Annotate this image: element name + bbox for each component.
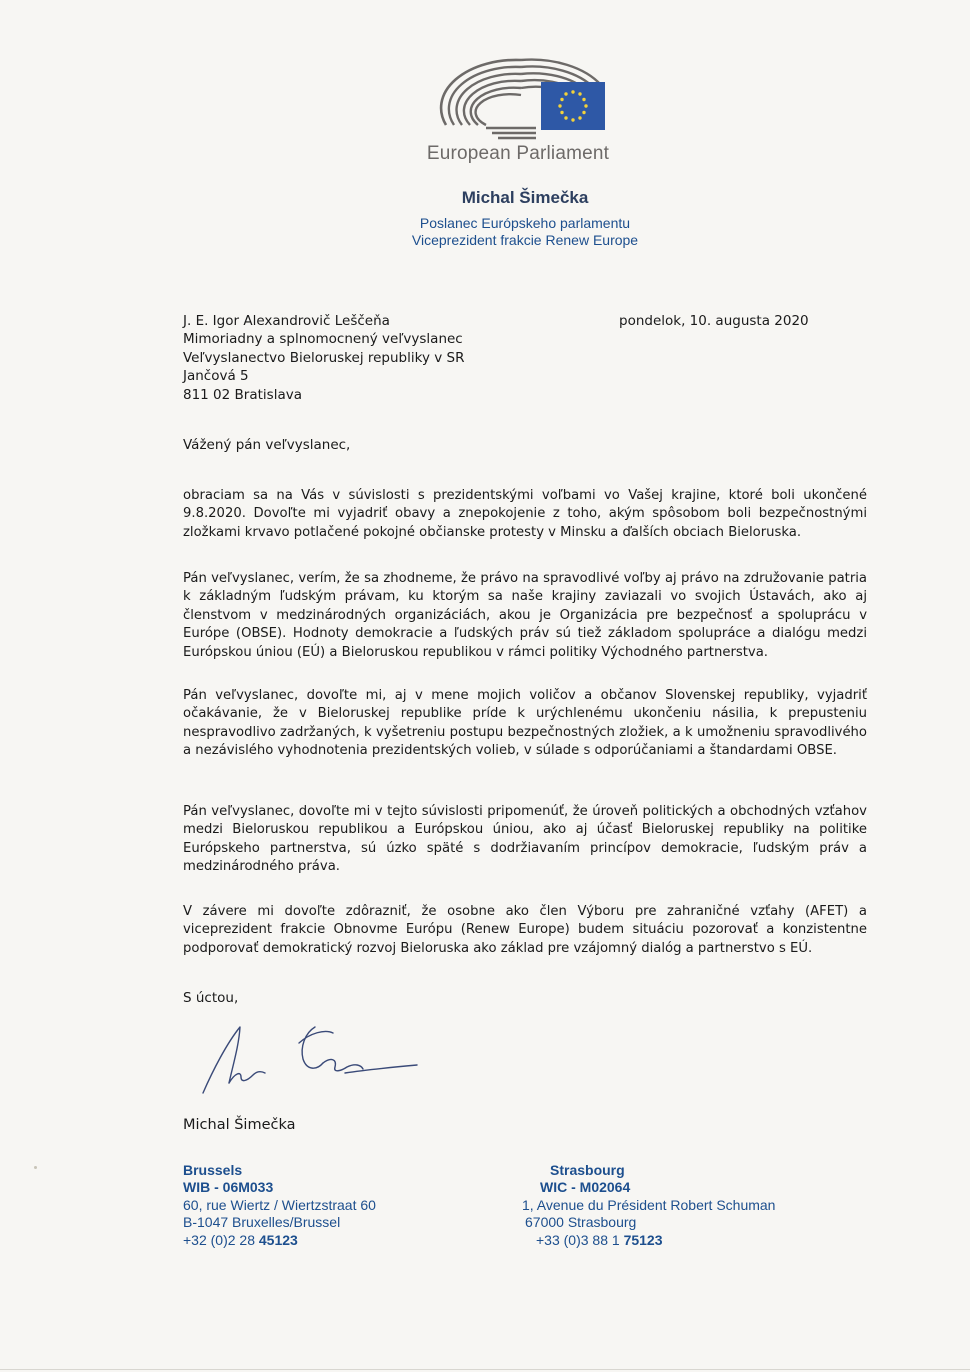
office-street: 1, Avenue du Président Robert Schuman <box>522 1196 776 1213</box>
body-paragraph-3: Pán veľvyslanec, dovoľte mi, aj v mene mojich voličov a občanov Slovenskej republiky, vyjadriť očakávanie, že v Bieloruskej republike príde k urýchlenému ukončeniu násilia, k prepusteniu nespravodlivo zadržaných, k vyšetreniu postupu bezpečnostných zložiek, a k umožneniu spravodlivého a nezávislého vyhodnotenia prezidentských volieb, v súlade s odporúčaniami a štandardami OBSE. <box>183 688 867 759</box>
office-street: 60, rue Wiertz / Wiertzstraat 60 <box>183 1196 376 1213</box>
office-brussels <box>183 1162 376 1249</box>
scan-speck <box>34 1166 37 1169</box>
recipient-line: J. E. Igor Alexandrovič Leščeňa <box>183 313 390 329</box>
sender-role-mep: Poslanec Európskeho parlamentu <box>419 215 631 231</box>
office-room: WIC - M02064 <box>540 1179 631 1196</box>
office-city: Brussels <box>183 1162 243 1178</box>
office-phone-prefix: +33 (0)3 88 1 <box>536 1231 624 1248</box>
european-parliament-logo-icon <box>426 40 616 140</box>
recipient-line: Mimoriadny a splnomocnený veľvyslanec <box>183 331 463 348</box>
salutation: Vážený pán veľvyslanec, <box>183 437 351 453</box>
office-phone-extension: 45123 <box>258 1231 298 1248</box>
handwritten-signature <box>195 1015 425 1100</box>
signer-name: Michal Šimečka <box>183 1117 296 1133</box>
office-postal: 67000 Strasbourg <box>525 1214 637 1231</box>
recipient-address <box>183 312 464 404</box>
closing: S úctou, <box>183 990 239 1006</box>
office-phone <box>522 1232 775 1249</box>
recipient-line: 811 02 Bratislava <box>183 386 302 403</box>
eu-flag-icon <box>541 82 605 130</box>
body-paragraph-1: obraciam sa na Vás v súvislosti s prezidentskými voľbami vo Vašej krajine, ktoré boli ukončené 9.8.2020. Dovoľte mi vyjadriť obavy a znepokojenie z toho, akým spôsobom boli bezpečnostnými zložkami krvavo potlačené pokojné občianske protesty v Minsku a ďalších obciach Bieloruska. <box>183 488 867 540</box>
office-strasbourg <box>522 1162 775 1249</box>
institution-name: European Parliament <box>426 143 610 164</box>
office-phone <box>183 1232 376 1249</box>
letter-date: pondelok, 10. augusta 2020 <box>619 313 809 329</box>
sender-role-vice-president: Viceprezident frakcie Renew Europe <box>411 232 639 248</box>
office-postal: B-1047 Bruxelles/Brussel <box>183 1214 341 1231</box>
sender-name: Michal Šimečka <box>461 188 589 207</box>
recipient-line: Jančová 5 <box>183 368 249 385</box>
page-bottom-edge <box>0 1369 970 1370</box>
recipient-line: Veľvyslanectvo Bieloruskej republiky v SR <box>183 349 465 366</box>
body-paragraph-5: V závere mi dovoľte zdôrazniť, že osobne ako člen Výboru pre zahraničné vzťahy (AFET) a viceprezident frakcie Obnovme Európu (Renew Europe) budem situáciu pozorovať a konzistentne podporovať demokratický rozvoj Bieloruska ako základ pre vzájomný dialóg a partnerstvo s EÚ. <box>183 904 867 956</box>
body-paragraph-4: Pán veľvyslanec, dovoľte mi v tejto súvislosti pripomenúť, že úroveň politických a obchodných vzťahov medzi Bieloruskou republikou a Európskou úniou, ako aj účasť Bieloruskej republiky na politike Európskeho partnerstva, sú úzko späté s dodržiavaním princípov demokracie, ľudským práv a medzinárodného práva. <box>183 804 867 875</box>
office-room: WIB - 06M033 <box>183 1179 274 1196</box>
office-phone-prefix: +32 (0)2 28 <box>183 1231 259 1248</box>
office-city: Strasbourg <box>550 1162 625 1178</box>
office-phone-extension: 75123 <box>623 1231 663 1248</box>
body-paragraph-2: Pán veľvyslanec, verím, že sa zhodneme, že právo na spravodlivé voľby aj právo na združovanie patria k základným ľudským právam, ku ktorým sa naše krajiny zaviazali vo svojich Ústavách, ako aj členstvom v medzinárodných organizáciách, akou je Organizácia pre bezpečnosť a spoluprácu v Európe (OBSE). Hodnoty demokracie a ľudských práv sú tiež základom spolupráce a dialógu medzi Európskou úniou (EÚ) a Bieloruskou republikou v rámci politiky Východného partnerstva. <box>183 571 867 660</box>
